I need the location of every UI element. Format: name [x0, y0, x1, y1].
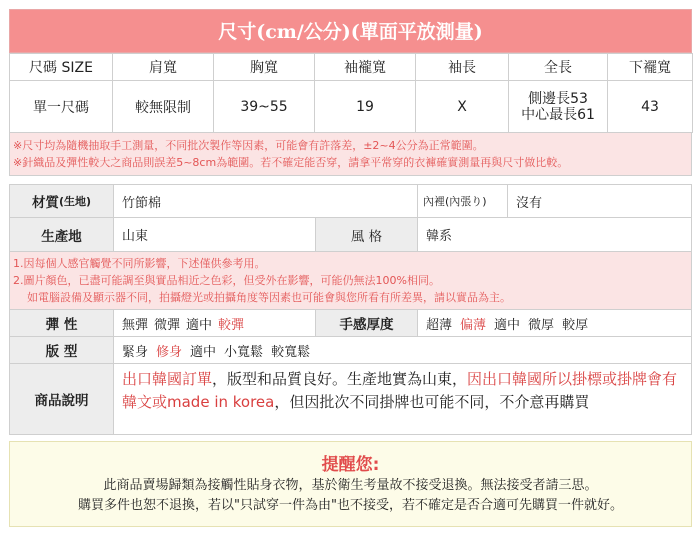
lining-value: 沒有: [516, 195, 543, 211]
value-shoulder: 較無限制: [113, 81, 214, 133]
description-label: 商品說明: [10, 364, 114, 434]
thickness-option: 較厚: [562, 317, 589, 333]
value-hem: 43: [608, 81, 693, 133]
display-note-line: 1.因每個人感官觸覺不同所影響，下述僅供參考用。: [13, 257, 266, 270]
fit-option: 修身: [156, 344, 183, 360]
product-info-sheet: [9, 9, 692, 527]
origin-row: [10, 218, 691, 251]
size-table-value-row: [10, 81, 693, 133]
thickness-option: 適中: [494, 317, 521, 333]
notice-line: 購買多件也恕不退換，若以"只試穿一件為由"也不接受，若不確定是否合適可先購買一件就好。: [78, 498, 623, 513]
header-sleeve: 袖長: [416, 54, 509, 81]
fit-row: [10, 337, 691, 364]
description-highlight: 出口韓國訂單: [122, 370, 213, 388]
value-chest: 39~55: [214, 81, 315, 133]
style-value: 韓系: [426, 229, 453, 244]
fit-option: 小寬鬆: [224, 344, 264, 360]
description-plain: ，版型和品質良好。生產地實為山東，: [212, 370, 468, 388]
material-label-sub: (生地): [58, 195, 92, 208]
elasticity-option: 適中: [186, 317, 213, 333]
thickness-option: 微厚: [528, 317, 555, 333]
elasticity-label: 彈 性: [10, 310, 114, 336]
header-shoulder: 肩寬: [113, 54, 214, 81]
header-length: 全長: [509, 54, 608, 81]
style-label: 風 格: [316, 218, 418, 251]
fit-option: 緊身: [122, 344, 149, 360]
display-notes: [9, 252, 692, 310]
notice-line: 此商品賣場歸類為接觸性貼身衣物，基於衛生考量故不接受退換。無法接受者請三思。: [103, 478, 598, 493]
description-row: [10, 364, 691, 434]
header-armhole: 袖襱寬: [315, 54, 416, 81]
header-size: 尺碼 SIZE: [10, 54, 113, 81]
value-size: 單一尺碼: [10, 81, 113, 133]
size-title-bar: 尺寸(cm/公分)(單面平放測量): [9, 9, 692, 53]
size-table: [9, 53, 693, 133]
elasticity-option: 較彈: [218, 317, 245, 333]
elasticity-options: [114, 310, 316, 336]
thickness-option: 偏薄: [460, 317, 487, 333]
thickness-options: [418, 310, 691, 336]
elasticity-row: [10, 310, 691, 337]
fit-options: [114, 337, 691, 363]
origin-label: 生產地: [10, 218, 114, 251]
elasticity-option: 微彈: [154, 317, 181, 333]
size-notes: [9, 133, 692, 176]
description-plain: ，但因批次不同掛牌也可能不同，不介意再購買: [274, 393, 590, 411]
header-hem: 下襬寬: [608, 54, 693, 81]
description-text: [114, 364, 691, 434]
notice-title: 提醒您:: [321, 455, 380, 475]
value-sleeve: X: [416, 81, 509, 133]
value-armhole: 19: [315, 81, 416, 133]
size-note-line: ※針織品及彈性較大之商品則誤差5~8cm為範圍。若不確定能否穿，請拿平常穿的衣褲確實測量再與尺寸做比較。: [13, 156, 569, 169]
material-origin-grid: [9, 184, 692, 252]
header-chest: 胸寬: [214, 54, 315, 81]
material-label-main: 材質: [31, 195, 59, 211]
feel-grid: [9, 310, 692, 435]
origin-value: 山東: [114, 218, 316, 251]
notice-box: [9, 441, 692, 527]
fit-label: 版 型: [10, 337, 114, 363]
elasticity-option: 無彈: [122, 317, 149, 333]
material-value: 竹節棉: [114, 185, 418, 217]
material-label: [10, 185, 114, 217]
material-row: [10, 185, 691, 218]
value-length: [509, 81, 608, 133]
display-note-line: 2.圖片顏色，已盡可能調至與實品相近之色彩，但受外在影響，可能仍無法100%相同。: [13, 274, 440, 287]
fit-option: 較寬鬆: [271, 344, 311, 360]
lining-label: 內裡(內張り): [418, 185, 508, 217]
thickness-option: 超薄: [426, 317, 453, 333]
display-note-line: 如電腦設備及顯示器不同，拍攝燈光或拍攝角度等因素也可能會與您所看有所差異，請以實品為主。: [27, 291, 511, 304]
description-highlight: 因出口韓國所以掛標或掛牌會有韓文或made in korea: [122, 370, 678, 411]
value-length-center: 中心最長61: [521, 106, 595, 123]
value-length-side: 側邊長53: [528, 90, 588, 107]
thickness-label: 手感厚度: [316, 310, 418, 336]
size-note-line: ※尺寸均為隨機抽取手工測量，不同批次製作等因素，可能會有許落差，±2~4公分為正常範圍。: [13, 139, 484, 152]
fit-option: 適中: [190, 344, 217, 360]
size-table-header-row: [10, 54, 693, 81]
